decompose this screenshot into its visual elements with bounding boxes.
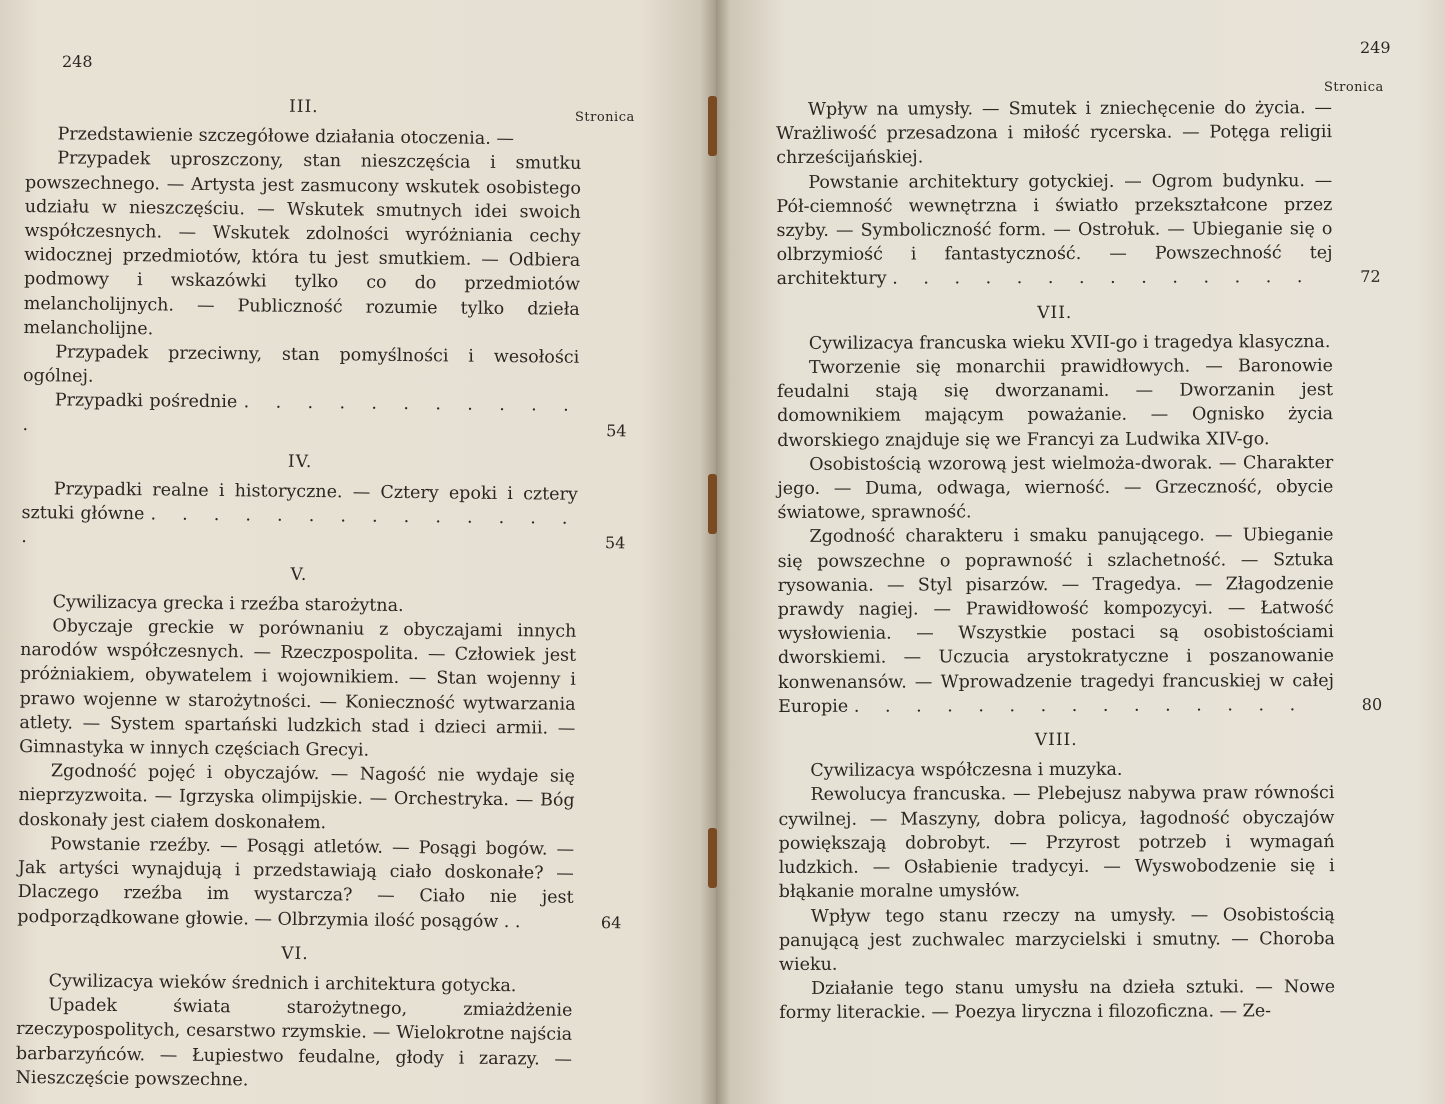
section-numeral: V. (290, 564, 308, 585)
toc-paragraph: Wpływ tego stanu rzeczy na umysły. — Osobistością panującą jest zuchwalec marzycielski i smutny. — Choroba wieku. (778, 904, 1335, 975)
leader-dots: . . . . . . . . . . . . (22, 392, 579, 435)
toc-page-number: 80 (1361, 694, 1383, 714)
toc-entry-text: Przypadki pośrednie (54, 390, 238, 413)
toc-entry-with-page (22, 388, 627, 442)
toc-entry-text: Zgodność charakteru i smaku panującego. — Ubieganie się powszechne o poprawność i szlachetność. — Sztuka rysowania. — Styl pisarzów. — Tragedya. — Złagodzenie prawdy nagiej. — Prawidłowość kompozycyi. — Łatwość wysłowienia. — Wszystkie postaci są osobistościami dworskiemi. — Uczucia arystokratyczne i poszanowanie konwenansów. — Wprowadzenie tragedyi francuskiej w całej Europie (777, 525, 1335, 717)
toc-paragraph: Osobistością wzorową jest wielmoża-dworak. — Charakter jego. — Duma, odwaga, wierność. — Grzeczność, obycie światowe, sprawność. (777, 452, 1334, 524)
stronica-label-left: Stronica (575, 110, 635, 125)
toc-entry-with-page (17, 832, 622, 935)
toc-page-number: 54 (604, 533, 626, 553)
toc-entry-with-page (21, 477, 626, 555)
toc-paragraph: Tworzenie się monarchii prawidłowych. — Baronowie feudalni stają się dworzanami. — Dworzanin jest domownikiem mającym poważanie. — Ognisko życia dworskiego znajduje się we Francyi za Ludwika XIV-go. (776, 356, 1334, 451)
leader-dots: . . . . . . . . . . . . . . (892, 267, 1313, 290)
toc-paragraph: Cywilizacya francuska wieku XVII-go i tragedya klasyczna. (808, 331, 1331, 354)
right-toc-column (776, 96, 1383, 1025)
section-numeral: VI. (281, 943, 309, 964)
page-number-right: 249 (1360, 38, 1391, 57)
toc-paragraph: Działanie tego stanu umysłu na dzieła sztuki. — Nowe formy literackie. — Poezya liryczna i filozoficzna. — Ze- (779, 977, 1336, 1024)
section-numeral: VII. (1037, 302, 1073, 323)
toc-page-number: 72 (1360, 267, 1381, 287)
section-numeral: III. (288, 96, 319, 118)
toc-entry-with-page (777, 524, 1383, 720)
staple-mark (708, 96, 717, 156)
toc-page-number: 64 (600, 912, 622, 932)
toc-paragraph: Cywilizacya grecka i rzeźba starożytna. (52, 592, 404, 616)
stronica-label-right: Stronica (1324, 80, 1384, 95)
toc-paragraph: Wpływ na umysły. — Smutek i zniechęcenie do życia. — Wrażliwość przesadzona i miłość rycerska. — Potęga religii chrześcijańskiej. (776, 98, 1333, 169)
toc-paragraph: Przypadek uproszczony, stan nieszczęścia i smutku powszechnego. — Artysta jest zasmucony wskutek osobistego udziału w nieszczęściu. — Wskutek smutnych idei swoich współczesnych. — Wskutek zdolności wyróżniania cechy widocznej przedmiotów, która tu jest smutkiem. — Odbiera podmowy i wskazówki tylko co do przedmiotów melancholijnych. — Publiczność rozumie tylko dzieła melancholijne. (23, 148, 582, 340)
leader-dots: . . . . . . . . . . . . . . . (21, 504, 578, 548)
toc-entry-text: Przypadki realne i historyczne. — Cztery epoki i cztery sztuki główne (21, 479, 578, 525)
toc-paragraph: Cywilizacya współczesna i muzyka. (810, 760, 1123, 782)
toc-paragraph: Zgodność pojęć i obyczajów. — Nagość nie wydaje się nieprzyzwoita. — Igrzyska olimpijskie. — Orchestryka. — Bóg doskonały jest ciałem doskonałem. (18, 761, 575, 833)
toc-entry-text: Powstanie architektury gotyckiej. — Ogrom budynku. — Pół-ciemność wewnętrzna i światło przekształcone przez szyby. — Symboliczność form. — Ostrołuk. — Ubieganie się o olbrzymiość i fantastyczność. — Powszechność tej architektury (776, 170, 1333, 290)
leader-dots: . (514, 911, 531, 932)
toc-page-number: 54 (606, 420, 627, 440)
leader-dots: . . . . . . . . . . . . . . . (853, 695, 1306, 717)
toc-paragraph: Obyczaje greckie w porównaniu z obyczajami innych narodów współczesnych. — Rzeczpospolita. — Człowiek jest próżniakiem, obywatelem i wojownikiem. — Stan wojenny i prawo wojenne w starożytności. — Konieczność wytwarzania atlety. — System spartański ludzkich stad i dzieci armii. — Gimnastyka w innych częściach Grecyi. (19, 616, 577, 761)
toc-paragraph: Cywilizacya wieków średnich i architektura gotycka. (48, 971, 517, 997)
toc-entry-with-page (776, 169, 1381, 292)
toc-paragraph: Przedstawienie szczegółowe działania otoczenia. — (57, 124, 514, 150)
staple-mark (708, 828, 717, 888)
toc-paragraph: Rewolucya francuska. — Plebejusz nabywa praw równości cywilnej. — Maszyny, dobra policya, łagodność obyczajów powiększają dobrobyt. — Przyrost potrzeb i wymagań ludzkich. — Osłabienie tradycyi. — Wyswobodzenie się i błąkanie moralne umysłów. (778, 783, 1335, 903)
toc-paragraph: Przypadek przeciwny, stan pomyślności i wesołości ogólnej. (22, 342, 580, 387)
section-numeral: IV. (287, 451, 313, 472)
page-number-left: 248 (62, 52, 93, 71)
staple-mark (708, 474, 717, 534)
left-page (0, 0, 716, 1104)
toc-paragraph: Upadek świata starożytnego, zmiażdżenie rzeczypospolitych, cesarstwo rzymskie. — Wielokrotne najścia barbarzyńców. — Łupiestwo feudalne, głody i zarazy. — Nieszczęście powszechne. (15, 995, 573, 1091)
toc-entry-text: Powstanie rzeźby. — Posągi atletów. — Posągi bogów. — Jak artyści wynajdują i przedstawiają ciało doskonałe? — Dlaczego rzeźba im wystarcza? — Ciało nie jest podporządkowane głowie. — Olbrzymia ilość posągów . (17, 834, 575, 932)
section-numeral: VIII. (1034, 730, 1078, 751)
